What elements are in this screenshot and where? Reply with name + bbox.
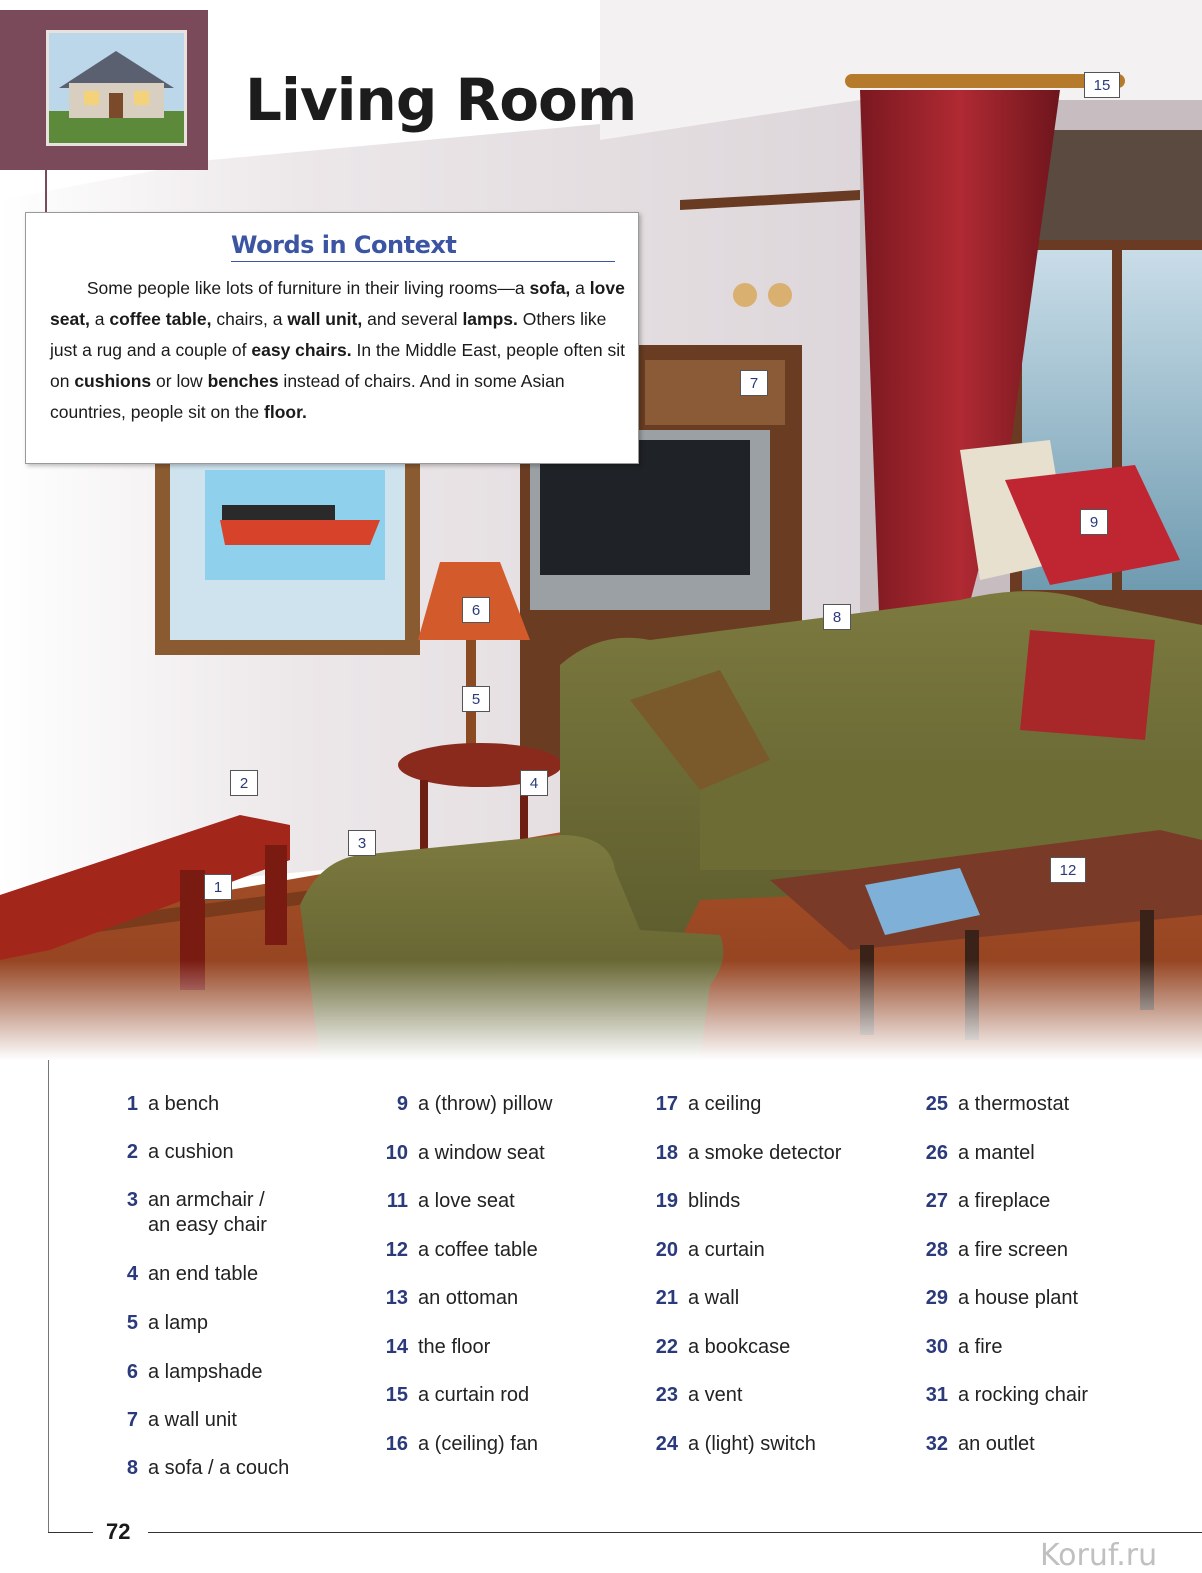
- vocab-item-1: [126, 1092, 220, 1117]
- vocab-item-20: [655, 1238, 765, 1263]
- vocab-number: 6: [126, 1361, 138, 1383]
- vocab-item-5: [126, 1311, 209, 1336]
- vocab-number: 1: [126, 1093, 138, 1115]
- vocab-item-11: [386, 1189, 515, 1214]
- vocab-word: an ottoman: [418, 1287, 519, 1309]
- vocab-word: an outlet: [958, 1432, 1035, 1455]
- vocab-word: a wall: [688, 1287, 740, 1309]
- scene-label-8: 8: [823, 604, 851, 630]
- context-text-segment: a: [570, 278, 590, 298]
- context-paragraph: [50, 273, 626, 428]
- vocab-number: 32: [925, 1432, 948, 1455]
- vocab-item-16: [385, 1432, 539, 1457]
- vocab-word: the floor: [418, 1335, 491, 1358]
- vocab-item-23: [655, 1383, 743, 1408]
- vocab-item-12: [385, 1238, 538, 1263]
- scene-label-1: 1: [204, 874, 232, 900]
- scene-label-7: 7: [740, 370, 768, 396]
- context-keyword: easy chairs.: [251, 340, 352, 360]
- vocab-number: 21: [655, 1287, 678, 1309]
- vocab-item-10: [385, 1141, 545, 1166]
- vocab-word-alt: an easy chair: [148, 1214, 267, 1236]
- vocab-item-15: [385, 1383, 530, 1408]
- context-text-segment: Others like just a rug and a couple of: [50, 309, 607, 360]
- vocab-number: 13: [385, 1287, 408, 1309]
- vocab-number: 8: [126, 1457, 138, 1479]
- vocab-item-8: [126, 1456, 290, 1481]
- vocab-item-6: [126, 1360, 263, 1385]
- vocab-item-24: [655, 1432, 816, 1457]
- context-text-segment: or low: [151, 371, 208, 391]
- scene-label-12: 12: [1050, 857, 1086, 883]
- vocab-word: a coffee table: [418, 1238, 538, 1261]
- context-text-segment: a: [89, 309, 110, 329]
- scene-label-6: 6: [462, 597, 490, 623]
- vocab-word: a ceiling: [688, 1093, 762, 1115]
- context-keyword: floor.: [264, 402, 307, 422]
- vocab-number: 11: [386, 1190, 408, 1212]
- vocab-word: a cushion: [148, 1141, 234, 1163]
- vocab-word: a curtain: [688, 1238, 765, 1261]
- context-text-segment: instead of chairs. And in some Asian countries, people sit on the: [50, 371, 565, 422]
- vocab-word: a smoke detector: [688, 1141, 842, 1164]
- context-keyword: coffee table,: [109, 309, 212, 329]
- vocab-number: 15: [385, 1384, 408, 1406]
- vocab-number: 29: [925, 1287, 948, 1309]
- vocab-word: a wall unit: [148, 1409, 237, 1431]
- vocab-number: 25: [925, 1093, 948, 1115]
- vocab-word: a thermostat: [958, 1093, 1070, 1115]
- vocab-item-3: [126, 1188, 267, 1238]
- vocab-item-17: [655, 1092, 762, 1117]
- vocab-number: 27: [925, 1190, 948, 1212]
- vocab-number: 22: [655, 1335, 678, 1358]
- context-keyword: cushions: [74, 371, 152, 391]
- vocab-word: a curtain rod: [418, 1384, 530, 1406]
- vocab-number: 23: [655, 1384, 678, 1406]
- vocab-number: 19: [655, 1190, 678, 1212]
- vocab-item-13: [385, 1286, 519, 1311]
- vocab-item-4: [126, 1262, 259, 1287]
- vocab-number: 17: [655, 1093, 678, 1115]
- vocab-word: a sofa / a couch: [148, 1457, 290, 1479]
- scene-label-15: 15: [1084, 72, 1120, 98]
- vocab-word: a bookcase: [688, 1335, 791, 1358]
- vocab-item-14: [385, 1335, 491, 1360]
- footer-rule-left: [48, 1532, 93, 1533]
- vocab-number: 16: [385, 1432, 408, 1455]
- vocab-item-26: [925, 1141, 1035, 1166]
- vocab-item-9: [396, 1092, 553, 1117]
- vocab-item-19: [655, 1189, 741, 1214]
- vocab-word: a house plant: [958, 1287, 1079, 1309]
- context-heading: Words in Context: [231, 231, 457, 259]
- vocab-number: 12: [385, 1238, 408, 1261]
- vocab-item-31: [925, 1383, 1089, 1408]
- vocab-word: a (throw) pillow: [418, 1093, 553, 1115]
- house-icon: [46, 30, 187, 146]
- watermark-text: Koruf.ru: [1040, 1538, 1158, 1573]
- vocab-word: a window seat: [418, 1141, 545, 1164]
- context-keyword: love seat,: [50, 278, 625, 329]
- context-heading-rule: [231, 261, 615, 262]
- vocab-word: an armchair /: [148, 1189, 265, 1211]
- vocab-word: a mantel: [958, 1141, 1035, 1164]
- vocab-item-21: [655, 1286, 740, 1311]
- context-text-segment: and several: [362, 309, 463, 329]
- vocab-number: 3: [126, 1189, 138, 1211]
- vocab-word: a bench: [148, 1093, 220, 1115]
- scene-label-9: 9: [1080, 509, 1108, 535]
- page-title: Living Room: [245, 66, 637, 134]
- words-in-context-box: [25, 212, 639, 464]
- context-text-segment: Some people like lots of furniture in their living rooms—a: [86, 278, 530, 298]
- vocab-word: a fire: [958, 1335, 1003, 1358]
- vocab-number: 7: [126, 1409, 138, 1431]
- vocab-word: a (light) switch: [688, 1432, 816, 1455]
- vocab-word: a lamp: [148, 1312, 209, 1334]
- vocab-item-32: [925, 1432, 1035, 1457]
- vocab-number: 9: [396, 1093, 408, 1115]
- vocab-number: 26: [925, 1141, 948, 1164]
- vocab-word: a (ceiling) fan: [418, 1432, 539, 1455]
- vocab-word: a vent: [688, 1384, 743, 1406]
- vocab-word: a lampshade: [148, 1361, 263, 1383]
- vocab-item-30: [925, 1335, 1003, 1360]
- context-keyword: sofa,: [529, 278, 571, 298]
- vocab-word: an end table: [148, 1263, 259, 1285]
- vocab-word: a fire screen: [958, 1238, 1069, 1261]
- vocab-number: 31: [925, 1384, 948, 1406]
- vocab-item-2: [126, 1140, 234, 1165]
- vocab-number: 28: [925, 1238, 948, 1261]
- vocab-number: 2: [126, 1141, 138, 1163]
- scene-label-2: 2: [230, 770, 258, 796]
- vocab-number: 4: [126, 1263, 138, 1285]
- footer-left-rule: [48, 1060, 49, 1532]
- vocab-word: a love seat: [418, 1190, 515, 1212]
- vocab-number: 20: [655, 1238, 678, 1261]
- vocab-number: 10: [385, 1141, 408, 1164]
- vocab-number: 5: [126, 1312, 138, 1334]
- scene-label-4: 4: [520, 770, 548, 796]
- vocab-number: 18: [655, 1141, 678, 1164]
- vocab-number: 30: [925, 1335, 948, 1358]
- context-keyword: wall unit,: [287, 309, 363, 329]
- vocab-word: blinds: [688, 1190, 741, 1212]
- vocab-item-27: [925, 1189, 1051, 1214]
- vocab-item-29: [925, 1286, 1079, 1311]
- context-keyword: benches: [207, 371, 279, 391]
- vocab-item-7: [126, 1408, 237, 1433]
- scene-label-3: 3: [348, 830, 376, 856]
- vocab-word: a fireplace: [958, 1190, 1051, 1212]
- scene-label-5: 5: [462, 686, 490, 712]
- vocab-item-28: [925, 1238, 1069, 1263]
- vocab-item-25: [925, 1092, 1070, 1117]
- context-text-segment: In the Middle East, people often sit on: [50, 340, 625, 391]
- context-keyword: lamps.: [462, 309, 518, 329]
- page-number: 72: [106, 1519, 131, 1544]
- vocab-item-18: [655, 1141, 842, 1166]
- vocab-number: 24: [655, 1432, 678, 1455]
- vocab-word: a rocking chair: [958, 1384, 1089, 1406]
- context-text-segment: chairs, a: [211, 309, 288, 329]
- vocab-item-22: [655, 1335, 791, 1360]
- vocab-number: 14: [385, 1335, 408, 1358]
- footer-rule: [148, 1532, 1202, 1533]
